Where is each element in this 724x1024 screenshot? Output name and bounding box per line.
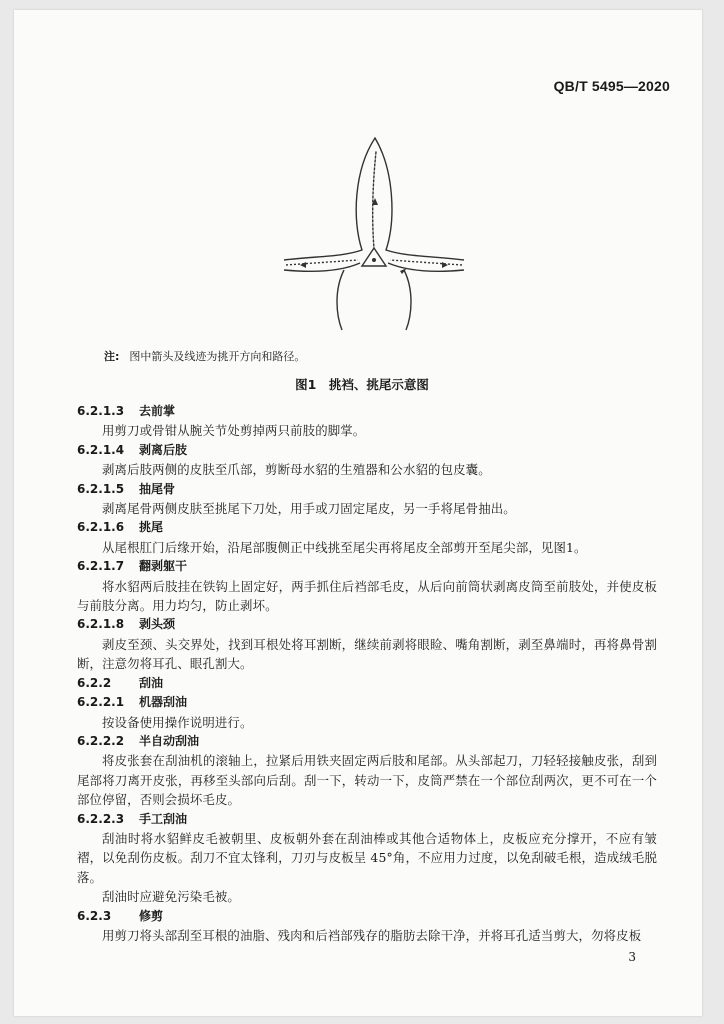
section-paragraph: 将水貂两后肢挂在铁钩上固定好，两手抓住后裆部毛皮，从后向前筒状剥离皮筒至前肢处，并使皮板与前肢分离。用力均匀，防止剥坏。: [77, 578, 657, 614]
section-paragraph: 将皮张套在刮油机的滚轴上，拉紧后用铁夹固定两后肢和尾部。从头部起刀，刀轻轻接触皮张，刮到尾部将刀离开皮张，再移至头部向后刮。刮一下，转动一下，皮筒严禁在一个部位刮两次，更不可在一个部位停留，否则会损坏毛皮。: [77, 753, 657, 808]
section-heading: 6.2.2.1 机器刮油: [77, 695, 188, 710]
section-paragraph: 从尾根肛门后缘开始，沿尾部腹侧正中线挑至尾尖再将尾皮全部剪开至尾尖部，见图1。: [102, 539, 587, 555]
section-heading: 6.2.1.3 去前掌: [77, 404, 176, 418]
section-heading: 6.2.2.3 手工刮油: [77, 811, 188, 826]
figure-caption: 图1 挑裆、挑尾示意图: [295, 377, 429, 392]
section-heading: 6.2.1.6 挑尾: [77, 520, 164, 535]
section-content: [77, 402, 657, 945]
section-heading: 6.2.2 刮油: [77, 675, 164, 690]
section-paragraph: 剥离尾骨两侧皮肤至挑尾下刀处，用手或刀固定尾皮，另一手将尾骨抽出。: [102, 501, 516, 517]
section-paragraph: 刮油时将水貂鲜皮毛被朝里、皮板朝外套在刮油棒或其他合适物体上，皮板应充分撑开，不应有皱褶，以免刮伤皮板。刮刀不宜太锋利，刀刃与皮板呈 45°角，不应用力过度，以免刮破毛根，造成绒毛脱落。: [77, 830, 657, 885]
tail-outline: [356, 138, 392, 250]
section-paragraph: 按设备使用操作说明进行。: [102, 714, 253, 730]
section-paragraph: 用剪刀或骨钳从腕关节处剪掉两只前肢的脚掌。: [102, 423, 366, 439]
section-heading: 6.2.2.2 半自动刮油: [77, 733, 200, 748]
path-arrow-right: [442, 262, 448, 268]
note-label: 注:: [104, 350, 120, 363]
standard-code: QB/T 5495—2020: [553, 78, 670, 94]
page-number: 3: [628, 950, 636, 964]
figure-diagram: [262, 130, 482, 340]
anus-marker: [362, 248, 386, 266]
note-text: 图中箭头及线迹为挑开方向和路径。: [129, 350, 306, 363]
section-paragraph: 剥皮至颈、头交界处，找到耳根处将耳割断，继续前剥将眼睑、嘴角割断，剥至鼻端时，再将鼻骨割断，注意勿将耳孔、眼孔割大。: [77, 636, 657, 672]
section-heading: 6.2.1.8 剥头颈: [77, 617, 176, 632]
section-heading: 6.2.1.4 剥离后肢: [77, 442, 188, 457]
section-heading: 6.2.1.5 抽尾骨: [77, 481, 176, 496]
hind-leg-outlines: [337, 270, 411, 330]
section-paragraph: 剥离后肢两侧的皮肤至爪部，剪断母水貂的生殖器和公水貂的包皮囊。: [102, 462, 491, 478]
section-paragraph: 用剪刀将头部刮至耳根的油脂、残肉和后裆部残存的脂肪去除干净，并将耳孔适当剪大，勿将皮板: [102, 927, 642, 943]
path-arrow-left: [300, 262, 306, 268]
section-paragraph: 刮油时应避免污染毛被。: [102, 889, 240, 905]
section-heading: 6.2.1.7 翻剥躯干: [77, 559, 188, 574]
section-heading: 6.2.3 修剪: [77, 908, 164, 923]
figure-note: [104, 348, 305, 364]
